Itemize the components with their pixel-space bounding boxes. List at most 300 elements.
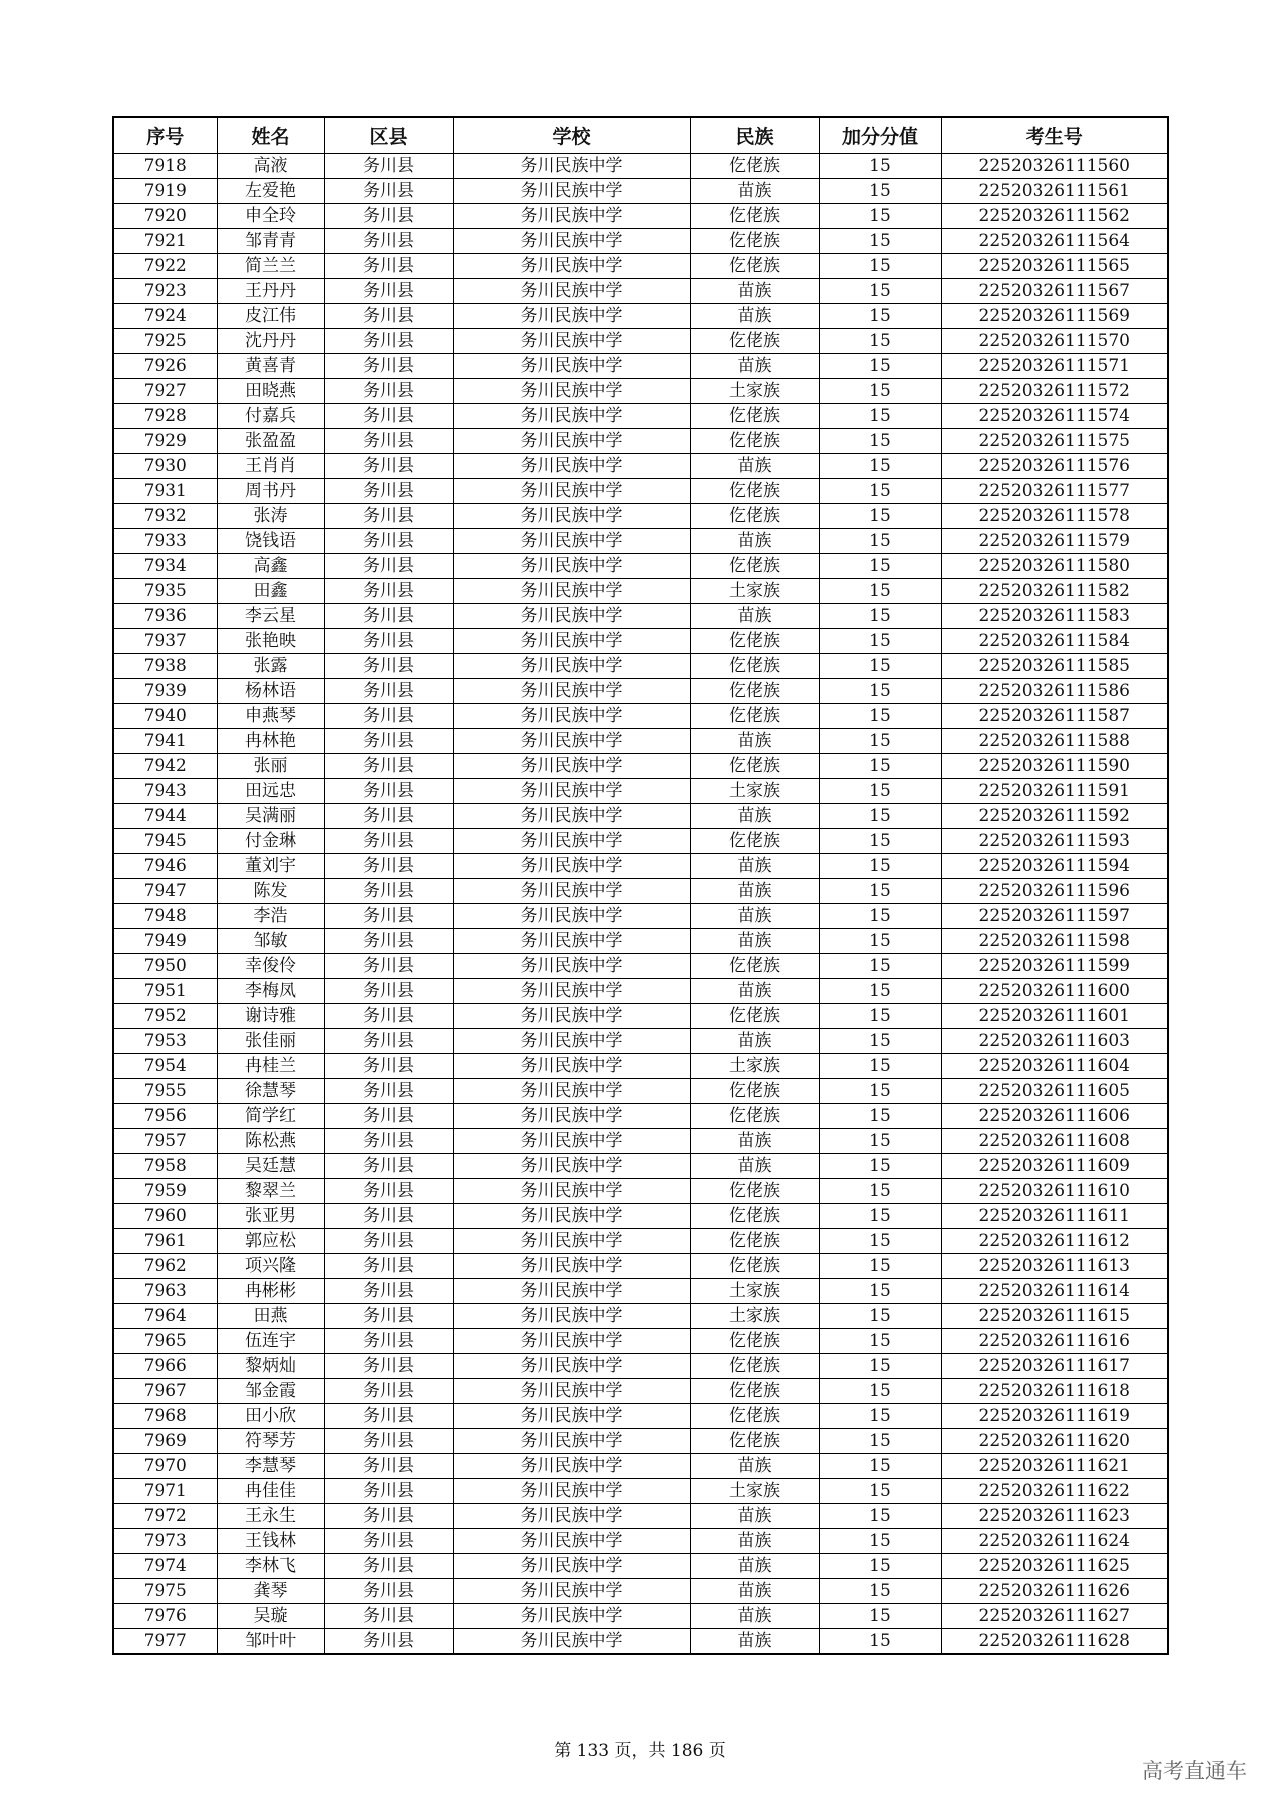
table-row xyxy=(113,1304,1168,1329)
cell-bonus: 15 xyxy=(819,329,941,354)
cell-county: 务川县 xyxy=(324,429,453,454)
cell-exam-id: 22520326111623 xyxy=(941,1504,1168,1529)
cell-ethnicity: 苗族 xyxy=(690,804,819,829)
cell-seq: 7940 xyxy=(113,704,217,729)
cell-school: 务川民族中学 xyxy=(453,929,690,954)
cell-seq: 7932 xyxy=(113,504,217,529)
cell-exam-id: 22520326111561 xyxy=(941,179,1168,204)
table-row xyxy=(113,954,1168,979)
cell-county: 务川县 xyxy=(324,1229,453,1254)
cell-seq: 7970 xyxy=(113,1454,217,1479)
cell-county: 务川县 xyxy=(324,1354,453,1379)
table-row xyxy=(113,1379,1168,1404)
cell-county: 务川县 xyxy=(324,804,453,829)
cell-bonus: 15 xyxy=(819,1329,941,1354)
cell-ethnicity: 苗族 xyxy=(690,904,819,929)
table-row xyxy=(113,1029,1168,1054)
cell-school: 务川民族中学 xyxy=(453,679,690,704)
table-row xyxy=(113,354,1168,379)
cell-name: 伍连宇 xyxy=(217,1329,324,1354)
cell-name: 王钱林 xyxy=(217,1529,324,1554)
cell-exam-id: 22520326111599 xyxy=(941,954,1168,979)
cell-seq: 7922 xyxy=(113,254,217,279)
cell-ethnicity: 仡佬族 xyxy=(690,629,819,654)
cell-county: 务川县 xyxy=(324,279,453,304)
cell-exam-id: 22520326111596 xyxy=(941,879,1168,904)
cell-school: 务川民族中学 xyxy=(453,829,690,854)
cell-bonus: 15 xyxy=(819,279,941,304)
cell-school: 务川民族中学 xyxy=(453,1529,690,1554)
cell-name: 张盈盈 xyxy=(217,429,324,454)
cell-school: 务川民族中学 xyxy=(453,1254,690,1279)
cell-county: 务川县 xyxy=(324,1429,453,1454)
cell-ethnicity: 苗族 xyxy=(690,1629,819,1655)
cell-name: 项兴隆 xyxy=(217,1254,324,1279)
cell-exam-id: 22520326111622 xyxy=(941,1479,1168,1504)
cell-school: 务川民族中学 xyxy=(453,329,690,354)
cell-ethnicity: 仡佬族 xyxy=(690,329,819,354)
cell-county: 务川县 xyxy=(324,1279,453,1304)
cell-seq: 7964 xyxy=(113,1304,217,1329)
cell-bonus: 15 xyxy=(819,404,941,429)
cell-ethnicity: 仡佬族 xyxy=(690,1329,819,1354)
cell-exam-id: 22520326111587 xyxy=(941,704,1168,729)
table-row xyxy=(113,1104,1168,1129)
cell-county: 务川县 xyxy=(324,704,453,729)
cell-ethnicity: 土家族 xyxy=(690,1304,819,1329)
cell-seq: 7976 xyxy=(113,1604,217,1629)
cell-county: 务川县 xyxy=(324,854,453,879)
cell-county: 务川县 xyxy=(324,1104,453,1129)
table-row xyxy=(113,1479,1168,1504)
cell-county: 务川县 xyxy=(324,479,453,504)
cell-ethnicity: 土家族 xyxy=(690,1054,819,1079)
cell-seq: 7936 xyxy=(113,604,217,629)
cell-name: 田晓燕 xyxy=(217,379,324,404)
cell-seq: 7928 xyxy=(113,404,217,429)
cell-school: 务川民族中学 xyxy=(453,229,690,254)
cell-county: 务川县 xyxy=(324,1254,453,1279)
header-ethnicity: 民族 xyxy=(690,117,819,154)
cell-ethnicity: 土家族 xyxy=(690,1479,819,1504)
cell-exam-id: 22520326111598 xyxy=(941,929,1168,954)
cell-school: 务川民族中学 xyxy=(453,904,690,929)
cell-bonus: 15 xyxy=(819,1579,941,1604)
cell-exam-id: 22520326111625 xyxy=(941,1554,1168,1579)
cell-bonus: 15 xyxy=(819,604,941,629)
cell-county: 务川县 xyxy=(324,1204,453,1229)
cell-name: 黎炳灿 xyxy=(217,1354,324,1379)
cell-school: 务川民族中学 xyxy=(453,779,690,804)
cell-school: 务川民族中学 xyxy=(453,1204,690,1229)
cell-county: 务川县 xyxy=(324,579,453,604)
cell-seq: 7931 xyxy=(113,479,217,504)
cell-seq: 7930 xyxy=(113,454,217,479)
cell-bonus: 15 xyxy=(819,529,941,554)
cell-school: 务川民族中学 xyxy=(453,354,690,379)
table-row xyxy=(113,1629,1168,1655)
cell-bonus: 15 xyxy=(819,979,941,1004)
cell-school: 务川民族中学 xyxy=(453,1004,690,1029)
cell-bonus: 15 xyxy=(819,1479,941,1504)
cell-exam-id: 22520326111614 xyxy=(941,1279,1168,1304)
cell-name: 谢诗雅 xyxy=(217,1004,324,1029)
cell-bonus: 15 xyxy=(819,1554,941,1579)
cell-seq: 7966 xyxy=(113,1354,217,1379)
cell-exam-id: 22520326111605 xyxy=(941,1079,1168,1104)
cell-name: 申燕琴 xyxy=(217,704,324,729)
cell-name: 冉林艳 xyxy=(217,729,324,754)
cell-bonus: 15 xyxy=(819,629,941,654)
cell-name: 田小欣 xyxy=(217,1404,324,1429)
table-row xyxy=(113,1079,1168,1104)
cell-name: 郭应松 xyxy=(217,1229,324,1254)
table-row xyxy=(113,704,1168,729)
table-row xyxy=(113,1054,1168,1079)
cell-seq: 7941 xyxy=(113,729,217,754)
cell-ethnicity: 苗族 xyxy=(690,1154,819,1179)
cell-school: 务川民族中学 xyxy=(453,1629,690,1655)
cell-school: 务川民族中学 xyxy=(453,1354,690,1379)
watermark-logo: 高考直通车 xyxy=(1142,1759,1247,1783)
cell-school: 务川民族中学 xyxy=(453,1129,690,1154)
cell-exam-id: 22520326111627 xyxy=(941,1604,1168,1629)
cell-exam-id: 22520326111562 xyxy=(941,204,1168,229)
cell-ethnicity: 仡佬族 xyxy=(690,154,819,179)
cell-exam-id: 22520326111620 xyxy=(941,1429,1168,1454)
cell-seq: 7923 xyxy=(113,279,217,304)
cell-seq: 7920 xyxy=(113,204,217,229)
cell-ethnicity: 仡佬族 xyxy=(690,1204,819,1229)
cell-exam-id: 22520326111592 xyxy=(941,804,1168,829)
cell-ethnicity: 仡佬族 xyxy=(690,704,819,729)
cell-seq: 7961 xyxy=(113,1229,217,1254)
cell-school: 务川民族中学 xyxy=(453,1079,690,1104)
cell-exam-id: 22520326111609 xyxy=(941,1154,1168,1179)
cell-name: 董刘宇 xyxy=(217,854,324,879)
cell-name: 吴满丽 xyxy=(217,804,324,829)
cell-school: 务川民族中学 xyxy=(453,1279,690,1304)
cell-name: 张佳丽 xyxy=(217,1029,324,1054)
cell-school: 务川民族中学 xyxy=(453,1329,690,1354)
cell-exam-id: 22520326111571 xyxy=(941,354,1168,379)
cell-school: 务川民族中学 xyxy=(453,1579,690,1604)
cell-name: 徐慧琴 xyxy=(217,1079,324,1104)
cell-name: 幸俊伶 xyxy=(217,954,324,979)
cell-county: 务川县 xyxy=(324,729,453,754)
table-body xyxy=(113,154,1168,1655)
cell-ethnicity: 苗族 xyxy=(690,854,819,879)
cell-school: 务川民族中学 xyxy=(453,204,690,229)
table-row xyxy=(113,679,1168,704)
cell-ethnicity: 苗族 xyxy=(690,929,819,954)
cell-ethnicity: 土家族 xyxy=(690,779,819,804)
cell-seq: 7924 xyxy=(113,304,217,329)
cell-seq: 7927 xyxy=(113,379,217,404)
cell-seq: 7948 xyxy=(113,904,217,929)
cell-bonus: 15 xyxy=(819,429,941,454)
cell-name: 张露 xyxy=(217,654,324,679)
table-row xyxy=(113,279,1168,304)
cell-seq: 7960 xyxy=(113,1204,217,1229)
header-bonus: 加分分值 xyxy=(819,117,941,154)
cell-name: 皮江伟 xyxy=(217,304,324,329)
cell-school: 务川民族中学 xyxy=(453,1104,690,1129)
table-row xyxy=(113,754,1168,779)
cell-name: 吴廷慧 xyxy=(217,1154,324,1179)
page-number: 第 133 页，共 186 页 xyxy=(554,1741,726,1761)
cell-seq: 7956 xyxy=(113,1104,217,1129)
cell-seq: 7975 xyxy=(113,1579,217,1604)
cell-county: 务川县 xyxy=(324,629,453,654)
cell-exam-id: 22520326111600 xyxy=(941,979,1168,1004)
cell-bonus: 15 xyxy=(819,1154,941,1179)
header-name: 姓名 xyxy=(217,117,324,154)
cell-county: 务川县 xyxy=(324,1579,453,1604)
cell-bonus: 15 xyxy=(819,454,941,479)
cell-county: 务川县 xyxy=(324,1154,453,1179)
cell-school: 务川民族中学 xyxy=(453,529,690,554)
cell-seq: 7945 xyxy=(113,829,217,854)
cell-exam-id: 22520326111613 xyxy=(941,1254,1168,1279)
cell-school: 务川民族中学 xyxy=(453,879,690,904)
cell-bonus: 15 xyxy=(819,1204,941,1229)
cell-exam-id: 22520326111603 xyxy=(941,1029,1168,1054)
cell-bonus: 15 xyxy=(819,1604,941,1629)
table-row xyxy=(113,479,1168,504)
cell-name: 黎翠兰 xyxy=(217,1179,324,1204)
cell-bonus: 15 xyxy=(819,729,941,754)
cell-county: 务川县 xyxy=(324,1304,453,1329)
cell-ethnicity: 仡佬族 xyxy=(690,254,819,279)
cell-name: 张艳映 xyxy=(217,629,324,654)
cell-county: 务川县 xyxy=(324,829,453,854)
cell-ethnicity: 仡佬族 xyxy=(690,1104,819,1129)
cell-bonus: 15 xyxy=(819,379,941,404)
cell-name: 符琴芳 xyxy=(217,1429,324,1454)
table-row xyxy=(113,229,1168,254)
cell-seq: 7965 xyxy=(113,1329,217,1354)
cell-seq: 7958 xyxy=(113,1154,217,1179)
cell-exam-id: 22520326111612 xyxy=(941,1229,1168,1254)
cell-seq: 7955 xyxy=(113,1079,217,1104)
cell-county: 务川县 xyxy=(324,204,453,229)
table-row xyxy=(113,429,1168,454)
cell-county: 务川县 xyxy=(324,554,453,579)
cell-school: 务川民族中学 xyxy=(453,1154,690,1179)
cell-county: 务川县 xyxy=(324,929,453,954)
cell-school: 务川民族中学 xyxy=(453,1229,690,1254)
cell-ethnicity: 苗族 xyxy=(690,1554,819,1579)
cell-ethnicity: 苗族 xyxy=(690,529,819,554)
cell-name: 李梅凤 xyxy=(217,979,324,1004)
cell-exam-id: 22520326111593 xyxy=(941,829,1168,854)
table-row xyxy=(113,1229,1168,1254)
table-row xyxy=(113,1454,1168,1479)
cell-school: 务川民族中学 xyxy=(453,754,690,779)
cell-ethnicity: 土家族 xyxy=(690,379,819,404)
table-row xyxy=(113,1329,1168,1354)
cell-exam-id: 22520326111610 xyxy=(941,1179,1168,1204)
cell-bonus: 15 xyxy=(819,479,941,504)
cell-ethnicity: 仡佬族 xyxy=(690,504,819,529)
cell-county: 务川县 xyxy=(324,504,453,529)
cell-bonus: 15 xyxy=(819,1354,941,1379)
cell-bonus: 15 xyxy=(819,1529,941,1554)
cell-school: 务川民族中学 xyxy=(453,479,690,504)
cell-name: 李浩 xyxy=(217,904,324,929)
table-row xyxy=(113,204,1168,229)
table-row xyxy=(113,454,1168,479)
cell-county: 务川县 xyxy=(324,879,453,904)
cell-exam-id: 22520326111582 xyxy=(941,579,1168,604)
cell-seq: 7971 xyxy=(113,1479,217,1504)
cell-county: 务川县 xyxy=(324,979,453,1004)
table-row xyxy=(113,1554,1168,1579)
table-row xyxy=(113,1179,1168,1204)
cell-exam-id: 22520326111572 xyxy=(941,379,1168,404)
table-row xyxy=(113,1129,1168,1154)
cell-ethnicity: 仡佬族 xyxy=(690,1079,819,1104)
cell-name: 杨林语 xyxy=(217,679,324,704)
cell-bonus: 15 xyxy=(819,679,941,704)
table-row xyxy=(113,1279,1168,1304)
cell-seq: 7947 xyxy=(113,879,217,904)
cell-bonus: 15 xyxy=(819,754,941,779)
cell-seq: 7929 xyxy=(113,429,217,454)
cell-county: 务川县 xyxy=(324,954,453,979)
cell-county: 务川县 xyxy=(324,404,453,429)
cell-name: 邹金霞 xyxy=(217,1379,324,1404)
cell-county: 务川县 xyxy=(324,1379,453,1404)
cell-ethnicity: 土家族 xyxy=(690,579,819,604)
cell-bonus: 15 xyxy=(819,1054,941,1079)
cell-ethnicity: 苗族 xyxy=(690,454,819,479)
cell-bonus: 15 xyxy=(819,1079,941,1104)
cell-school: 务川民族中学 xyxy=(453,254,690,279)
cell-ethnicity: 仡佬族 xyxy=(690,829,819,854)
cell-ethnicity: 苗族 xyxy=(690,1454,819,1479)
cell-exam-id: 22520326111616 xyxy=(941,1329,1168,1354)
cell-seq: 7968 xyxy=(113,1404,217,1429)
header-school: 学校 xyxy=(453,117,690,154)
cell-seq: 7933 xyxy=(113,529,217,554)
table-row xyxy=(113,804,1168,829)
cell-school: 务川民族中学 xyxy=(453,1429,690,1454)
cell-county: 务川县 xyxy=(324,1454,453,1479)
cell-ethnicity: 仡佬族 xyxy=(690,1229,819,1254)
table-row xyxy=(113,879,1168,904)
cell-bonus: 15 xyxy=(819,879,941,904)
cell-bonus: 15 xyxy=(819,1379,941,1404)
student-bonus-table xyxy=(112,116,1169,1655)
cell-seq: 7937 xyxy=(113,629,217,654)
cell-exam-id: 22520326111577 xyxy=(941,479,1168,504)
cell-name: 陈松燕 xyxy=(217,1129,324,1154)
table-row xyxy=(113,829,1168,854)
cell-ethnicity: 苗族 xyxy=(690,279,819,304)
table-row xyxy=(113,254,1168,279)
cell-bonus: 15 xyxy=(819,804,941,829)
cell-county: 务川县 xyxy=(324,304,453,329)
table-row xyxy=(113,1529,1168,1554)
cell-exam-id: 22520326111583 xyxy=(941,604,1168,629)
cell-name: 田鑫 xyxy=(217,579,324,604)
cell-seq: 7974 xyxy=(113,1554,217,1579)
cell-school: 务川民族中学 xyxy=(453,1379,690,1404)
cell-exam-id: 22520326111584 xyxy=(941,629,1168,654)
cell-ethnicity: 仡佬族 xyxy=(690,1429,819,1454)
cell-county: 务川县 xyxy=(324,1129,453,1154)
cell-school: 务川民族中学 xyxy=(453,854,690,879)
cell-school: 务川民族中学 xyxy=(453,604,690,629)
cell-school: 务川民族中学 xyxy=(453,554,690,579)
cell-school: 务川民族中学 xyxy=(453,954,690,979)
cell-school: 务川民族中学 xyxy=(453,1604,690,1629)
cell-seq: 7942 xyxy=(113,754,217,779)
cell-school: 务川民族中学 xyxy=(453,154,690,179)
cell-name: 冉彬彬 xyxy=(217,1279,324,1304)
cell-bonus: 15 xyxy=(819,829,941,854)
cell-exam-id: 22520326111606 xyxy=(941,1104,1168,1129)
cell-bonus: 15 xyxy=(819,854,941,879)
table-row xyxy=(113,304,1168,329)
cell-bonus: 15 xyxy=(819,154,941,179)
cell-seq: 7950 xyxy=(113,954,217,979)
cell-exam-id: 22520326111567 xyxy=(941,279,1168,304)
cell-school: 务川民族中学 xyxy=(453,1479,690,1504)
table-row xyxy=(113,529,1168,554)
cell-name: 龚琴 xyxy=(217,1579,324,1604)
cell-name: 王永生 xyxy=(217,1504,324,1529)
cell-seq: 7949 xyxy=(113,929,217,954)
cell-bonus: 15 xyxy=(819,1629,941,1655)
cell-ethnicity: 仡佬族 xyxy=(690,1404,819,1429)
table-row xyxy=(113,1504,1168,1529)
cell-name: 张涛 xyxy=(217,504,324,529)
cell-school: 务川民族中学 xyxy=(453,979,690,1004)
cell-ethnicity: 仡佬族 xyxy=(690,554,819,579)
cell-ethnicity: 苗族 xyxy=(690,304,819,329)
cell-school: 务川民族中学 xyxy=(453,629,690,654)
cell-seq: 7962 xyxy=(113,1254,217,1279)
cell-school: 务川民族中学 xyxy=(453,1054,690,1079)
cell-county: 务川县 xyxy=(324,1629,453,1655)
cell-county: 务川县 xyxy=(324,1004,453,1029)
cell-bonus: 15 xyxy=(819,1229,941,1254)
cell-exam-id: 22520326111576 xyxy=(941,454,1168,479)
cell-ethnicity: 仡佬族 xyxy=(690,1004,819,1029)
cell-exam-id: 22520326111574 xyxy=(941,404,1168,429)
cell-school: 务川民族中学 xyxy=(453,379,690,404)
table-row xyxy=(113,1254,1168,1279)
cell-exam-id: 22520326111617 xyxy=(941,1354,1168,1379)
table-row xyxy=(113,729,1168,754)
cell-ethnicity: 仡佬族 xyxy=(690,479,819,504)
cell-seq: 7953 xyxy=(113,1029,217,1054)
cell-school: 务川民族中学 xyxy=(453,454,690,479)
cell-county: 务川县 xyxy=(324,179,453,204)
cell-county: 务川县 xyxy=(324,1554,453,1579)
cell-bonus: 15 xyxy=(819,704,941,729)
cell-ethnicity: 苗族 xyxy=(690,1504,819,1529)
cell-ethnicity: 苗族 xyxy=(690,1579,819,1604)
cell-seq: 7963 xyxy=(113,1279,217,1304)
cell-ethnicity: 仡佬族 xyxy=(690,1379,819,1404)
cell-ethnicity: 土家族 xyxy=(690,1279,819,1304)
table-row xyxy=(113,1604,1168,1629)
cell-ethnicity: 苗族 xyxy=(690,604,819,629)
